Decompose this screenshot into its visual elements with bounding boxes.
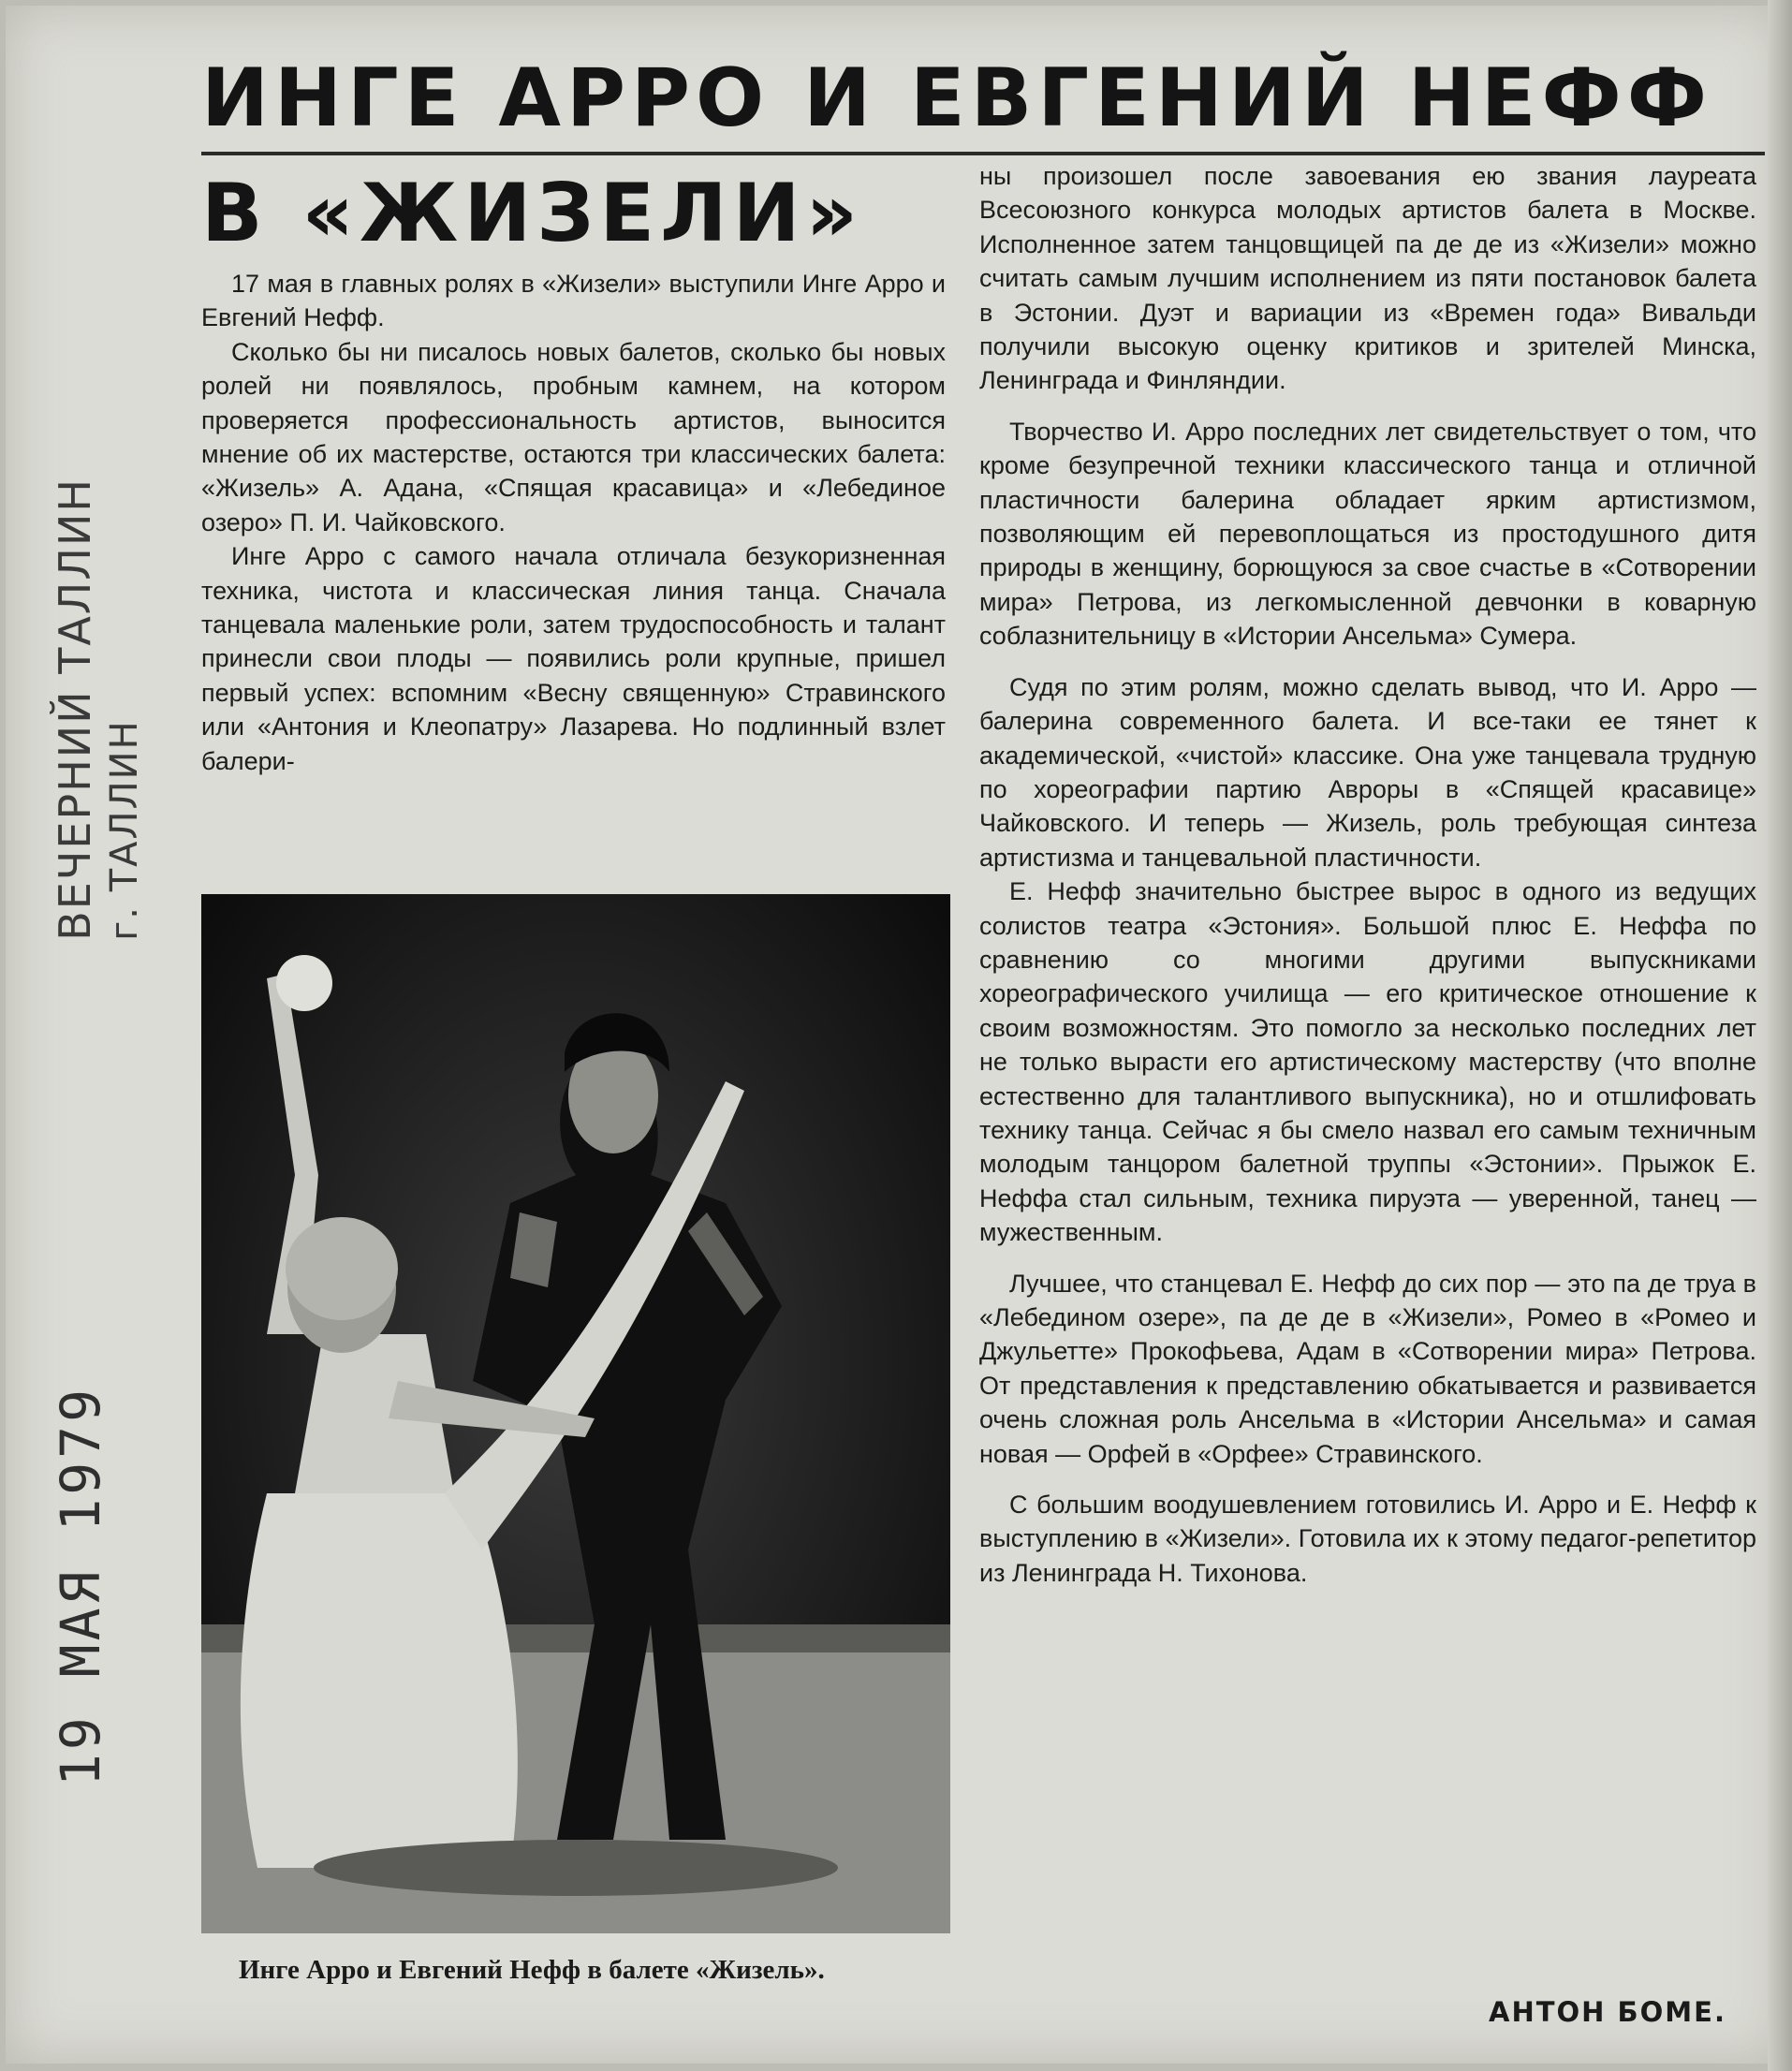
ballet-photo — [201, 894, 950, 1933]
paragraph: С большим воодушевлением готовились И. Арро и Е. Нефф к выступлению в «Жизели». Готовила их к этому педагог-репетитор из Ленинграда Н. Тихонова. — [979, 1491, 1756, 1587]
paragraph: Е. Нефф значительно быстрее вырос в одного из ведущих солистов театра «Эстония». Большой плюс Е. Неффа по сравнению со многими другими выпускниками хореографического училища — его критическое отношение к своим возможностям. Это помогло за несколько последних лет не только вырасти его артистическому мастерству (что вполне естественно для талантливого выпускника), но и отшлифовать технику танца. Сейчас я бы смело назвал его самым техничным молодым танцором балетной труппы «Эстонии». Прыжок Е. Неффа стал сильным, техника пируэта — уверенной, танец — мужественным. — [979, 877, 1756, 1247]
paragraph: 17 мая в главных ролях в «Жизели» выступили Инге Арро и Евгений Нефф. — [201, 270, 946, 332]
paragraph: Творчество И. Арро последних лет свидетельствует о том, что кроме безупречной техники классического танца и отличной пластичности балерина обладает ярким артистизмом, позволяющим ей перевоплощаться из простодушного дитя природы в женщину, борющуюся за свое счастье в «Сотворении мира» Петрова, из легкомысленной девчонки в коварную соблазнительницу в «Истории Ансельма» Сумера. — [979, 417, 1756, 651]
headline-line-2: В «ЖИЗЕЛИ» — [201, 167, 864, 260]
article-column-1 — [201, 267, 946, 778]
paragraph: Инге Арро с самого начала отличала безукоризненная техника, чистота и классическая линия танца. Сначала танцевала маленькие роли, затем трудоспособность и талант принесли свои плоды — появились роли крупные, пришел первый успех: вспомним «Весну священную» Стравинского или «Антония и Клеопатру» Лазарева. Но подлинный взлет балери- — [201, 542, 946, 775]
photo-caption: Инге Арро и Евгений Нефф в балете «Жизель». — [239, 1955, 825, 1985]
article-column-2 — [979, 159, 1756, 1590]
date-stamp: 19 МАЯ 1979 — [49, 1386, 112, 1787]
ballet-dancers-photo-illustration — [201, 894, 950, 1933]
headline-line-1: ИНГЕ АРРО И ЕВГЕНИЙ НЕФФ — [201, 51, 1713, 145]
paragraph: Судя по этим ролям, можно сделать вывод, что И. Арро — балерина современного балета. И все-таки ее тянет к академической, «чистой» классике. Она уже танцевала трудную по хореографии партию Авроры в «Спящей красавице» Чайковского. И теперь — Жизель, роль требующая синтеза артистизма и танцевальной пластичности. — [979, 672, 1756, 872]
page-edge — [1768, 0, 1792, 2071]
paragraph: ны произошел после завоевания ею звания лауреата Всесоюзного конкурса молодых артистов балета в Москве. Исполненное затем танцовщицей па де де из «Жизели» можно считать самым лучшим исполнением из пяти постановок балета в Эстонии. Дуэт и вариации из «Времен года» Вивальди получили высокую оценку критиков и зрителей Минска, Ленинграда и Финляндии. — [979, 162, 1756, 395]
paragraph: Лучшее, что станцевал Е. Нефф до сих пор — это па де труа в «Лебедином озере», па де де в «Жизели», Ромео в «Ромео и Джульетте» Прокофьева, Адам в «Сотворении мира» Петрова. От представления к представлению обкатывается и развивается очень сложная роль Ансельма в «Истории Ансельма» и самая новая — Орфей в «Орфее» Стравинского. — [979, 1269, 1756, 1468]
newspaper-city: г. ТАЛЛИН — [103, 719, 146, 941]
headline-rule — [201, 152, 1765, 155]
source-stamp — [49, 477, 148, 941]
paragraph: Сколько бы ни писалось новых балетов, сколько бы новых ролей ни появлялось, пробным камнем, на котором проверяется профессиональность артистов, выносится мнение об их мастерстве, остаются три классических балета: «Жизель» А. Адана, «Спящая красавица» и «Лебединое озеро» П. И. Чайковского. — [201, 337, 946, 536]
newspaper-name: ВЕЧЕРНИЙ ТАЛЛИН — [50, 477, 100, 941]
author-signature: АНТОН БОМЕ. — [1489, 1996, 1726, 2028]
